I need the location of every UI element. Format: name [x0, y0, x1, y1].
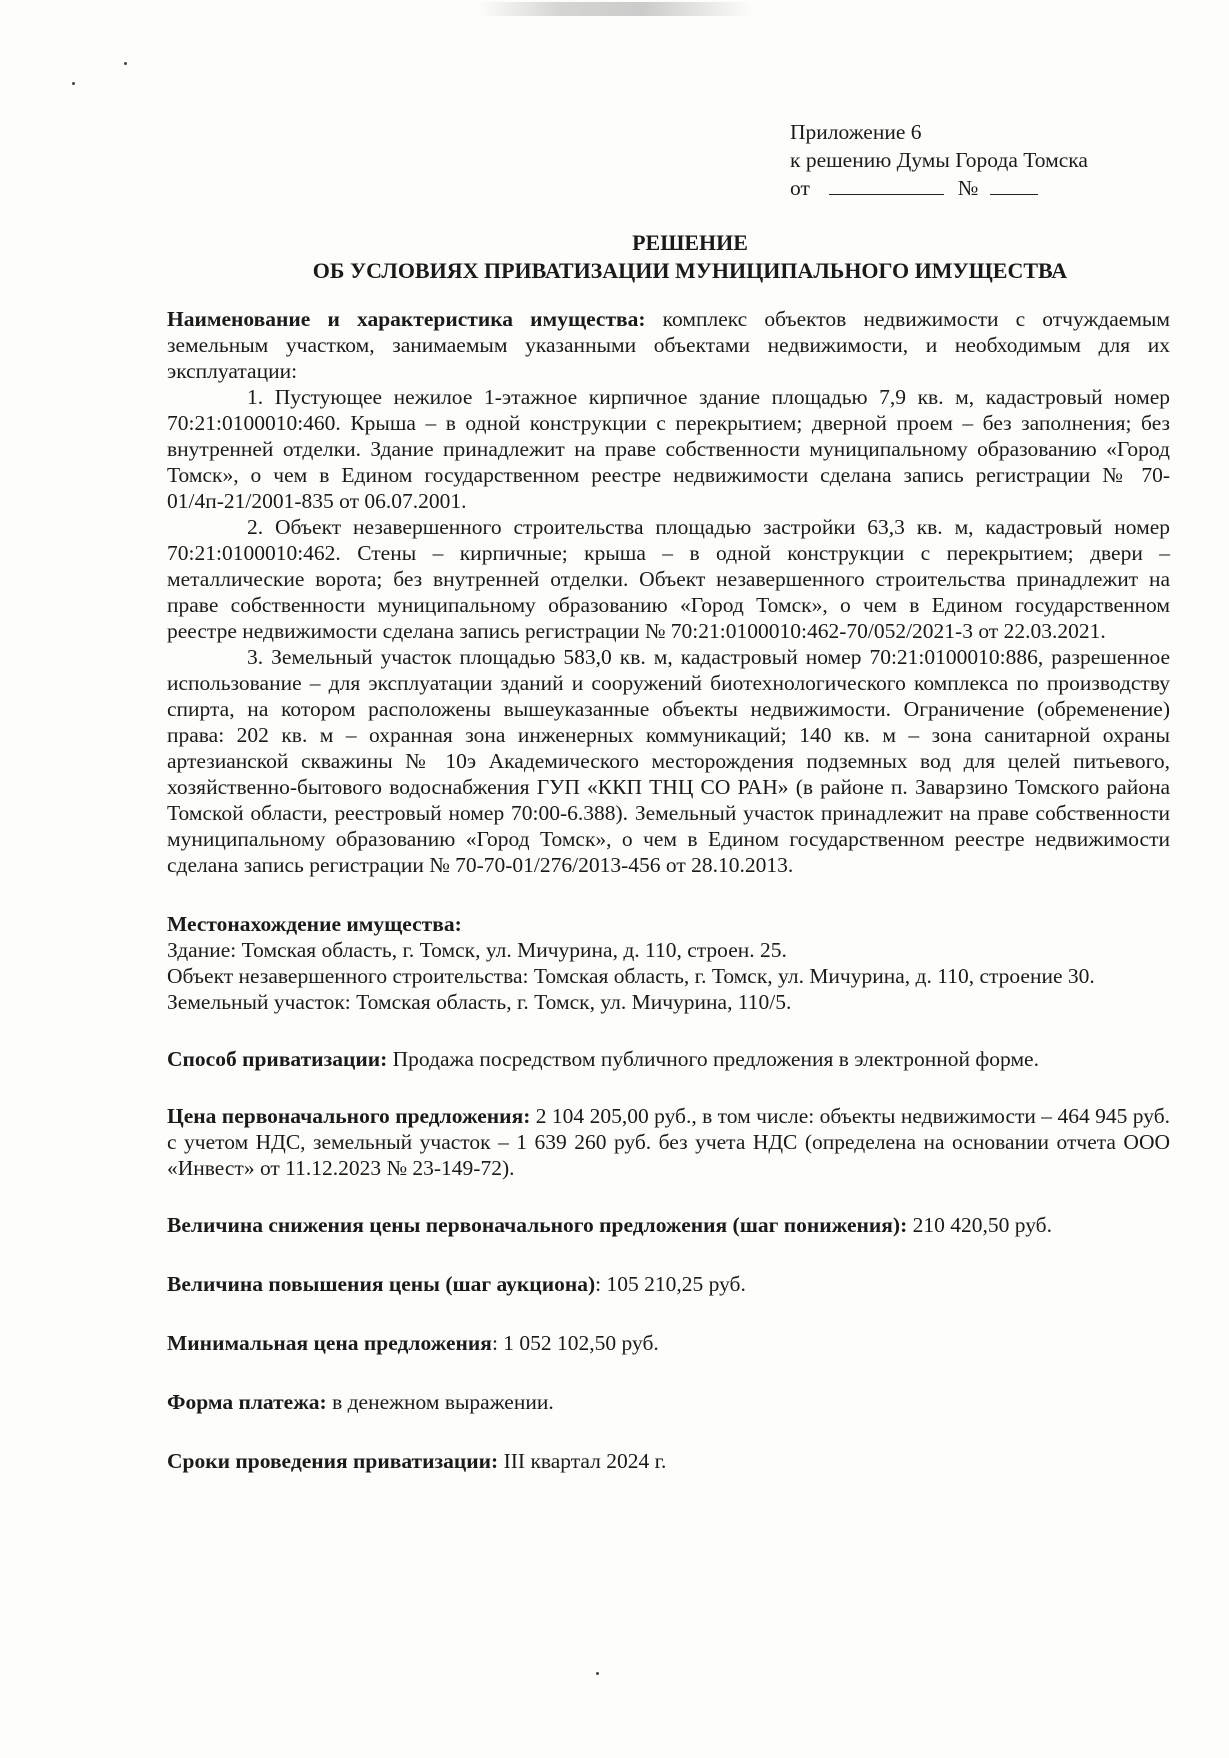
min-price-label: Минимальная цена предложения	[167, 1331, 492, 1355]
payment-form-paragraph	[167, 1389, 1170, 1415]
title-line-2: ОБ УСЛОВИЯХ ПРИВАТИЗАЦИИ МУНИЦИПАЛЬНОГО ИМУЩЕСТВА	[312, 258, 1068, 283]
property-item-2: 2. Объект незавершенного строительства площадью застройки 63,3 кв. м, кадастровый номер 70:21:0100010:462. Стены – кирпичные; крыша – в одной конструкции с перекрытием; двери – металлические ворота; без внутренней отделки. Объект незавершенного строительства принадлежит на праве собственности муниципальному образованию «Город Томск», о чем в Едином государственном реестре недвижимости сделана запись регистрации № 70:21:0100010:462-70/052/2021-3 от 22.03.2021.	[167, 515, 1170, 643]
price-reduction-value: 210 420,50 руб.	[912, 1213, 1052, 1237]
location-building: Здание: Томская область, г. Томск, ул. Мичурина, д. 110, строен. 25.	[167, 938, 787, 962]
auction-step-paragraph	[167, 1271, 1170, 1297]
initial-price-value: 2 104 205,00 руб., в том числе: объекты недвижимости – 464 945 руб. с учетом НДС, земельный участок – 1 639 260 руб. без учета НДС (определена на основании отчета ООО «Инвест» от 11.12.2023 № 23-149-72).	[167, 1104, 1171, 1180]
number-blank	[990, 176, 1038, 195]
title-line-1: РЕШЕНИЕ	[632, 230, 748, 255]
initial-price-paragraph	[167, 1103, 1170, 1181]
min-price-value: : 1 052 102,50 руб.	[491, 1331, 659, 1355]
property-item-1: 1. Пустующее нежилое 1-этажное кирпичное здание площадью 7,9 кв. м, кадастровый номер 70:21:0100010:460. Крыша – в одной конструкции с перекрытием; дверной проем – без заполнения; без внутренней отделки. Здание принадлежит на праве собственности муниципальному образованию «Город Томск», о чем в Едином государственном реестре недвижимости сделана запись регистрации № 70-01/4п-21/2001-835 от 06.07.2001.	[167, 385, 1170, 513]
appendix-date-number	[790, 174, 1190, 202]
price-reduction-paragraph	[167, 1212, 1170, 1238]
method-label: Способ приватизации:	[167, 1047, 388, 1071]
property-item-3: 3. Земельный участок площадью 583,0 кв. м, кадастровый номер 70:21:0100010:886, разрешенное использование – для эксплуатации зданий и сооружений биотехнологического комплекса по производству спирта, на котором расположены вышеуказанные объекты недвижимости. Ограничение (обременение) права: 202 кв. м – охранная зона инженерных коммуникаций; 140 кв. м – зона санитарной охраны артезианской скважины № 10э Академического месторождения подземных вод для целей питьевого, хозяйственно-бытового водоснабжения ГУП «ККП ТНЦ СО РАН» (в районе п. Заварзино Томского района Томской области, реестровый номер 70:00-6.388). Земельный участок принадлежит на праве собственности муниципальному образованию «Город Томск», о чем в Едином государственном реестре недвижимости сделана запись регистрации № 70-70-01/276/2013-456 от 28.10.2013.	[167, 645, 1170, 877]
scan-speck	[596, 1672, 599, 1675]
location-unfinished: Объект незавершенного строительства: Томская область, г. Томск, ул. Мичурина, д. 110, строение 30.	[167, 964, 1095, 988]
location-label: Местонахождение имущества:	[167, 912, 462, 936]
number-label: №	[957, 176, 979, 200]
terms-value: III квартал 2024 г.	[503, 1449, 667, 1473]
property-paragraph	[167, 306, 1170, 384]
payment-form-label: Форма платежа:	[167, 1390, 327, 1414]
property-intro: комплекс объектов недвижимости с отчуждаемым земельным участком, занимаемым указанными объектами недвижимости, и необходимым для их эксплуатации:	[167, 307, 1170, 383]
location-label-line	[167, 911, 1170, 937]
terms-label: Сроки проведения приватизации:	[167, 1449, 499, 1473]
location-land: Земельный участок: Томская область, г. Томск, ул. Мичурина, 110/5.	[167, 990, 792, 1014]
document-body	[167, 306, 1170, 1474]
payment-form-value: в денежном выражении.	[332, 1390, 554, 1414]
min-price-paragraph	[167, 1330, 1170, 1356]
property-label: Наименование и характеристика имущества:	[167, 307, 646, 331]
terms-paragraph	[167, 1448, 1170, 1474]
method-value: Продажа посредством публичного предложения в электронной форме.	[392, 1047, 1039, 1071]
date-blank	[829, 176, 944, 195]
scan-speck	[72, 82, 75, 85]
appendix-number: Приложение 6	[790, 120, 922, 144]
scan-speck	[124, 62, 127, 65]
from-label: от	[790, 176, 810, 200]
appendix-header	[790, 118, 1190, 202]
scan-artifact	[478, 2, 753, 16]
initial-price-label: Цена первоначального предложения:	[167, 1104, 531, 1128]
auction-step-label: Величина повышения цены (шаг аукциона)	[167, 1272, 596, 1296]
auction-step-value: : 105 210,25 руб.	[595, 1272, 746, 1296]
price-reduction-label: Величина снижения цены первоначального предложения (шаг понижения):	[167, 1213, 908, 1237]
appendix-to: к решению Думы Города Томска	[790, 148, 1088, 172]
method-paragraph	[167, 1046, 1170, 1072]
